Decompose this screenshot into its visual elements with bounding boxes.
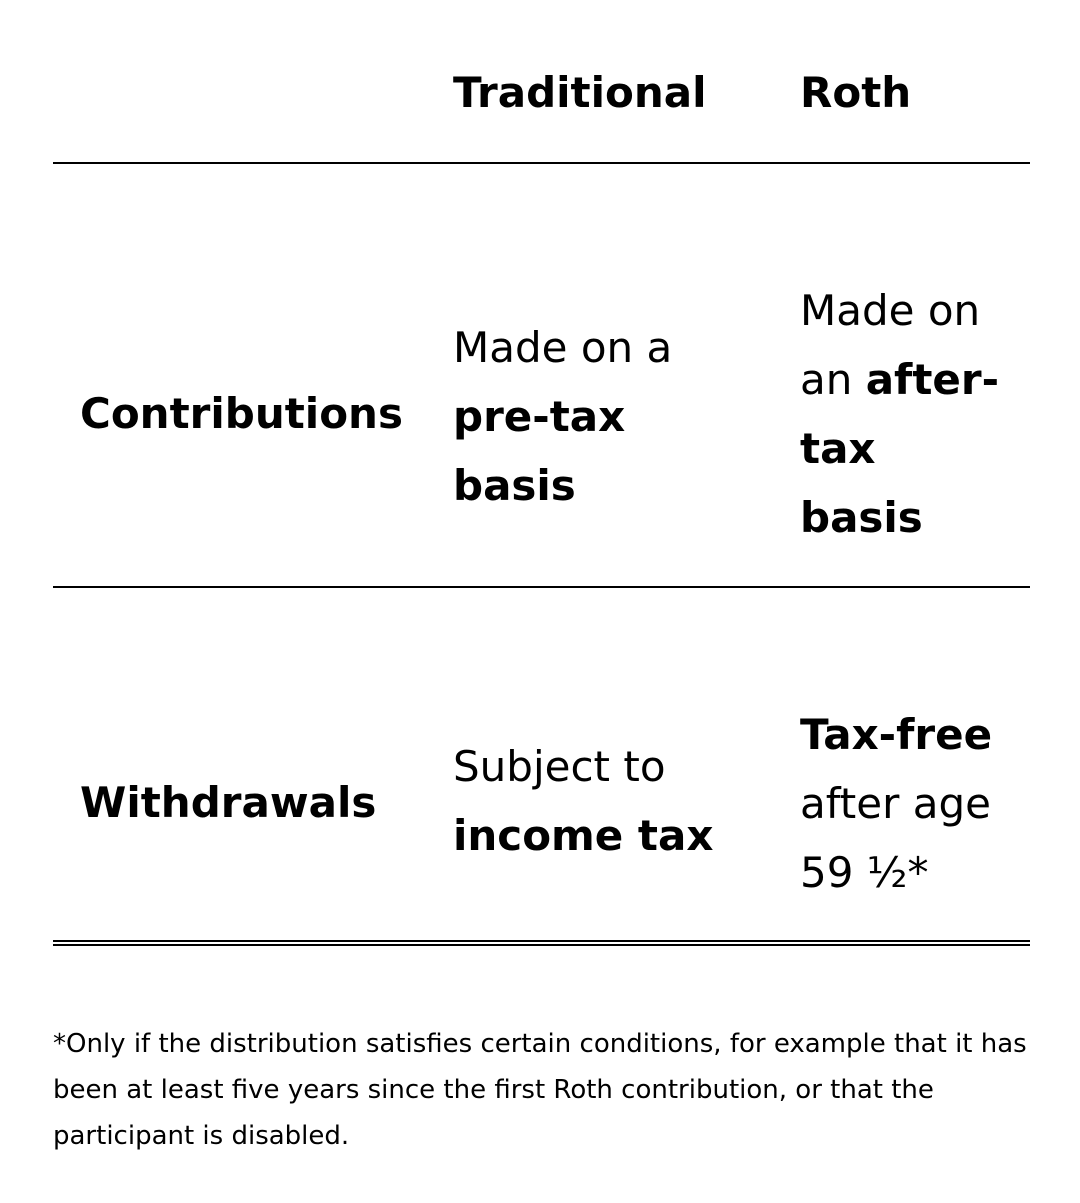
cell-text: Subject to	[453, 742, 666, 791]
cell-bold-text: tax	[800, 424, 876, 473]
cell-bold-text: income tax	[453, 811, 714, 860]
footnote: *Only if the distribution satisfies certain conditions, for example that it has been at least five years since the first Roth contribution, or that the participant is disabled.	[53, 1029, 1027, 1151]
cell-text: Made on a	[453, 323, 673, 372]
cell-withdrawals-roth	[800, 700, 1030, 907]
cell-bold-text: Tax-free	[800, 710, 993, 759]
column-header-roth: Roth	[800, 68, 912, 117]
cell-bold-text: pre-tax	[453, 392, 626, 441]
table-row-contributions	[53, 164, 1030, 588]
cell-bold-text: after-	[865, 355, 1000, 404]
row-label-withdrawals: Withdrawals	[80, 778, 377, 827]
row-label-contributions: Contributions	[80, 389, 403, 438]
cell-bold-text: basis	[800, 493, 923, 542]
cell-text: an	[800, 355, 853, 404]
cell-contributions-traditional	[453, 313, 783, 520]
cell-text: 59 ½*	[800, 848, 929, 897]
table-bottom-double-rule	[53, 940, 1030, 946]
cell-contributions-roth	[800, 276, 1030, 552]
table-header-row	[53, 0, 1030, 164]
column-header-traditional: Traditional	[453, 68, 707, 117]
cell-text: after age	[800, 779, 991, 828]
cell-text: Made on	[800, 286, 981, 335]
table-row-withdrawals	[53, 588, 1030, 938]
cell-bold-text: basis	[453, 461, 576, 510]
cell-withdrawals-traditional	[453, 732, 783, 870]
